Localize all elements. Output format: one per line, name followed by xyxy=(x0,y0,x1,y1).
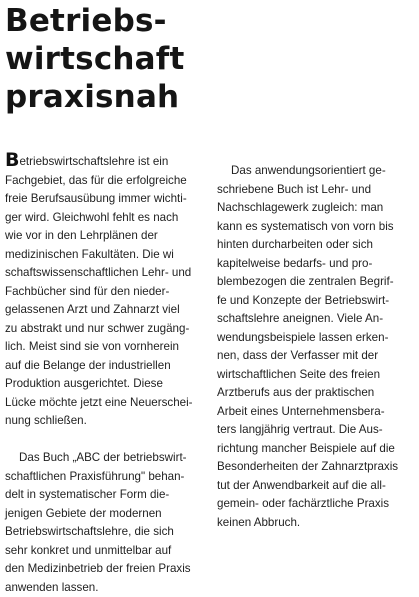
text-line: richtung mancher Beispiele auf die xyxy=(217,440,415,459)
text-line: Arztberufs aus der praktischen xyxy=(217,384,415,403)
text-line: Besonderheiten der Zahnarztpraxis xyxy=(217,458,415,477)
text-line: ger wird. Gleichwohl fehlt es nach xyxy=(5,209,210,228)
text-line: kapitelweise bedarfs- und pro- xyxy=(217,255,415,274)
text-line: schaftlichen Praxisführung" behan- xyxy=(5,468,210,487)
text-line: schriebene Buch ist Lehr- und xyxy=(217,181,415,200)
text-line: schaftswissenschaftlichen Lehr- und xyxy=(5,264,210,283)
text-line: keinen Abbruch. xyxy=(217,514,415,533)
article-title xyxy=(5,2,185,116)
text-line xyxy=(5,151,210,172)
text-line: zu abstrakt und nur schwer zugäng- xyxy=(5,320,210,339)
text-line: delt in systematischer Form die- xyxy=(5,486,210,505)
text-line: jenigen Gebiete der modernen xyxy=(5,505,210,524)
text-line: blembezogen die zentralen Begrif- xyxy=(217,273,415,292)
text-line: Das anwendungsorientiert ge- xyxy=(217,162,415,181)
text-line: anwenden lassen. xyxy=(5,579,210,597)
text-line: den Medizinbetrieb der freien Praxis xyxy=(5,560,210,579)
left-column xyxy=(5,151,210,597)
text-line: Nachschlagewerk zugleich: man xyxy=(217,199,415,218)
text-line: kann es systematisch von vorn bis xyxy=(217,218,415,237)
title-line: wirtschaft xyxy=(5,40,185,78)
text-line: Fachgebiet, das für die erfolgreiche xyxy=(5,172,210,191)
text-line-rest: etriebswirtschaftslehre ist ein xyxy=(19,155,168,168)
text-line: Produktion ausgerichtet. Diese xyxy=(5,375,210,394)
intro-paragraph xyxy=(5,151,210,431)
text-line: nen, dass der Verfasser mit der xyxy=(217,347,415,366)
text-line: auf die Belange der industriellen xyxy=(5,357,210,376)
text-line: nung schließen. xyxy=(5,412,210,431)
text-line: gemein- oder fachärztliche Praxis xyxy=(217,495,415,514)
text-line: hinten durcharbeiten oder sich xyxy=(217,236,415,255)
text-line: schaftslehre aneignen. Viele An- xyxy=(217,310,415,329)
text-line: ters langjährig vertraut. Die Aus- xyxy=(217,421,415,440)
text-line: sehr konkret und unmittelbar auf xyxy=(5,542,210,561)
title-line: praxisnah xyxy=(5,78,185,116)
right-column xyxy=(217,162,415,532)
text-line: lich. Meist sind sie von vornherein xyxy=(5,338,210,357)
text-line: wirtschaftlichen Seite des freien xyxy=(217,366,415,385)
text-line: medizinischen Fakultäten. Die wi xyxy=(5,246,210,265)
text-line: Das Buch „ABC der betriebswirt- xyxy=(5,449,210,468)
text-line: freie Berufsausübung immer wichti- xyxy=(5,190,210,209)
title-line: Betriebs- xyxy=(5,2,185,40)
text-line: Fachbücher sind für den nieder- xyxy=(5,283,210,302)
text-line: fe und Konzepte der Betriebswirt- xyxy=(217,292,415,311)
book-paragraph xyxy=(5,449,210,597)
text-line: Arbeit eines Unternehmensbera- xyxy=(217,403,415,422)
drop-cap: B xyxy=(5,149,19,171)
text-line: Betriebswirtschaftslehre, die sich xyxy=(5,523,210,542)
usage-paragraph xyxy=(217,162,415,532)
text-line: wie vor in den Lehrplänen der xyxy=(5,227,210,246)
text-line: gelassenen Arzt und Zahnarzt viel xyxy=(5,301,210,320)
text-line: tut der Anwendbarkeit auf die all- xyxy=(217,477,415,496)
text-line: wendungsbeispiele lassen erken- xyxy=(217,329,415,348)
text-line: Lücke möchte jetzt eine Neuerschei- xyxy=(5,394,210,413)
